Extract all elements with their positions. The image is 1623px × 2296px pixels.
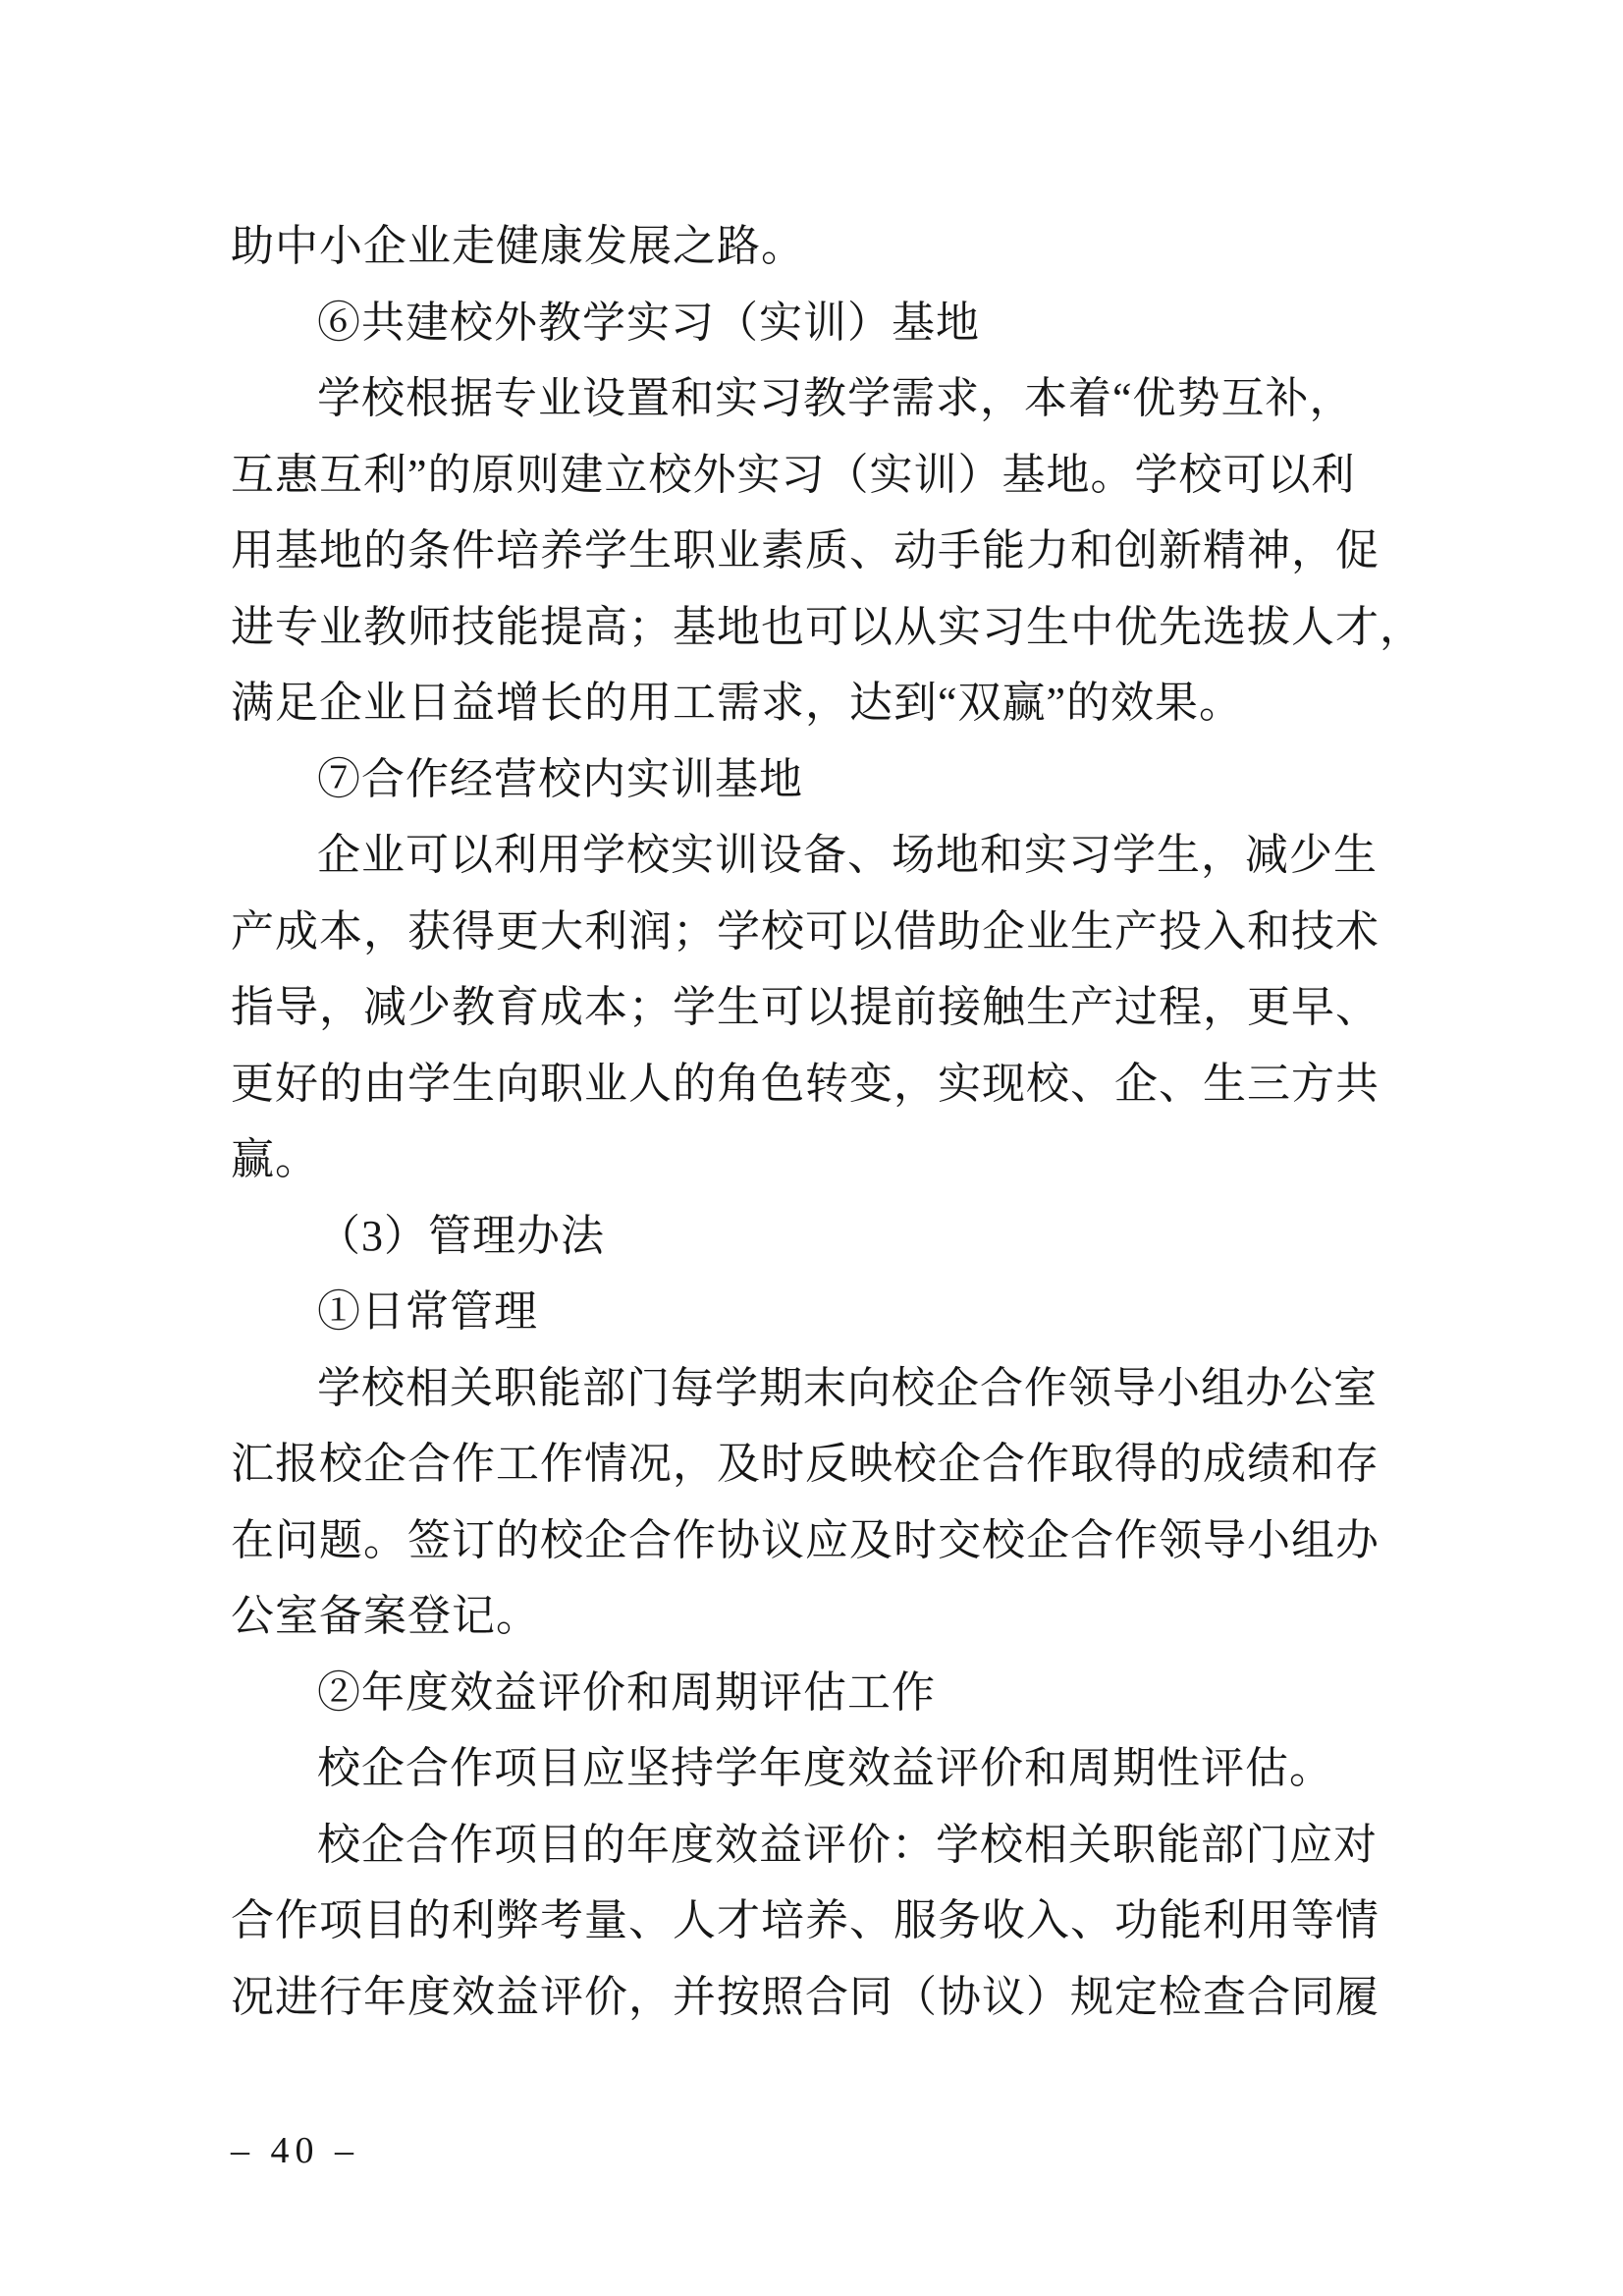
text-line-item-2-heading: ②年度效益评价和周期评估工作 [317, 1667, 936, 1717]
text-line: 汇报校企合作工作情况，及时反映校企合作取得的成绩和存 [231, 1440, 1380, 1488]
text-line-item-1-heading: ①日常管理 [317, 1287, 538, 1336]
text-line-section-6-heading: ⑥共建校外教学实习（实训）基地 [317, 298, 980, 347]
text-line: 学校根据专业设置和实习教学需求，本着“优势互补， [317, 374, 1354, 422]
text-line: 学校相关职能部门每学期末向校企合作领导小组办公室 [317, 1363, 1378, 1412]
text-line: 公室备案登记。 [231, 1592, 540, 1640]
text-line-section-7-heading: ⑦合作经营校内实训基地 [317, 754, 803, 803]
text-line: 企业可以利用学校实训设备、场地和实习学生，减少生 [317, 831, 1378, 879]
text-line: 赢。 [231, 1135, 319, 1183]
text-line: 况进行年度效益评价，并按照合同（协议）规定检查合同履 [231, 1972, 1380, 2021]
text-line: 更好的由学生向职业人的角色转变，实现校、企、生三方共 [231, 1059, 1380, 1108]
text-line: 用基地的条件培养学生职业素质、动手能力和创新精神，促 [231, 526, 1380, 574]
text-line: 合作项目的利弊考量、人才培养、服务收入、功能利用等情 [231, 1896, 1380, 1944]
text-line: 互惠互利”的原则建立校外实习（实训）基地。学校可以利 [231, 450, 1356, 499]
text-line-subsection-3-heading: （3）管理办法 [317, 1211, 605, 1260]
page-number: – 40 – [231, 2130, 359, 2171]
text-line: 校企合作项目应坚持学年度效益评价和周期性评估。 [317, 1744, 1333, 1792]
text-line: 满足企业日益增长的用工需求，达到“双赢”的效果。 [231, 679, 1244, 727]
text-line: 助中小企业走健康发展之路。 [231, 222, 805, 270]
text-line: 进专业教师技能提高；基地也可以从实习生中优先选拔人才， [231, 602, 1424, 651]
text-line: 校企合作项目的年度效益评价：学校相关职能部门应对 [317, 1820, 1378, 1869]
text-line: 产成本，获得更大利润；学校可以借助企业生产投入和技术 [231, 906, 1380, 956]
text-line: 在问题。签订的校企合作协议应及时交校企合作领导小组办 [231, 1515, 1380, 1564]
text-line: 指导，减少教育成本；学生可以提前接触生产过程，更早、 [231, 983, 1380, 1031]
text-content-area [231, 208, 1424, 2035]
